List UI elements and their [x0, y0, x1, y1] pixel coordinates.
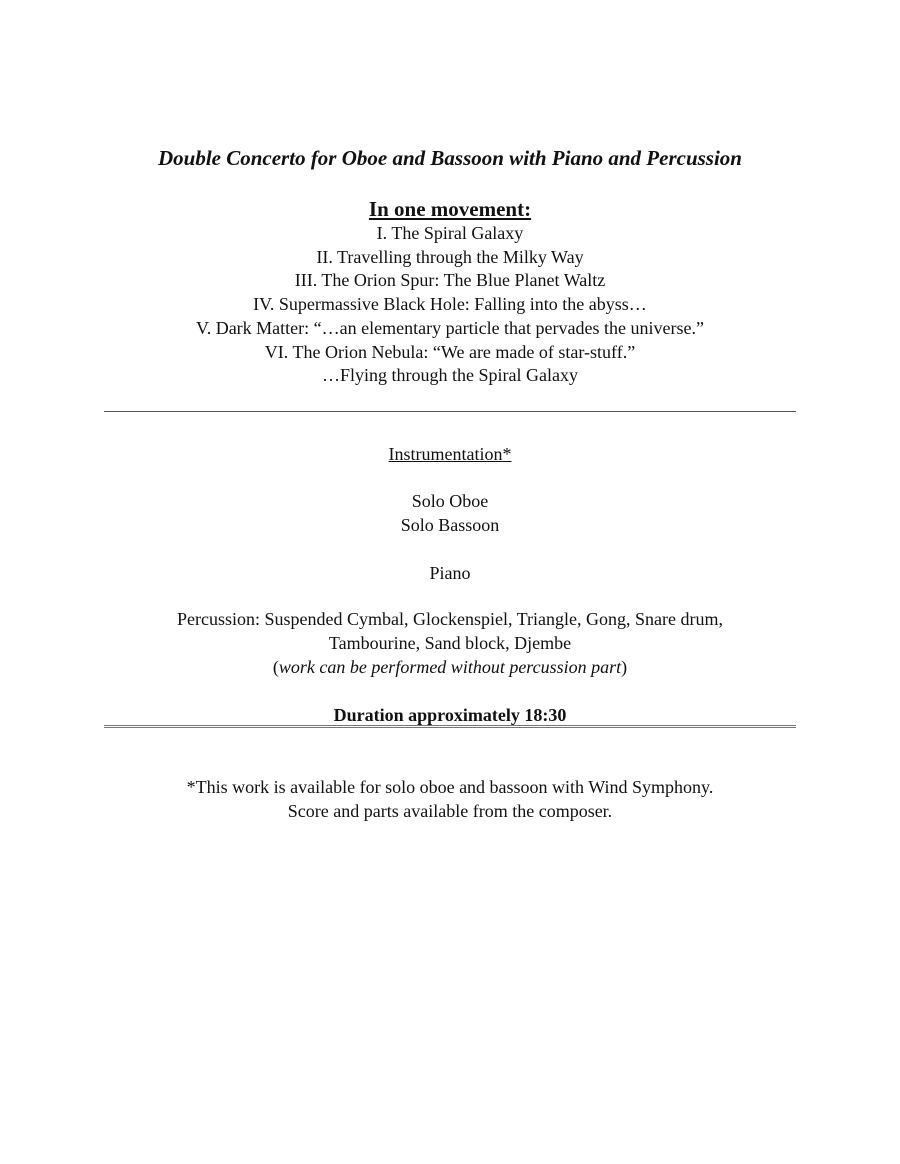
percussion-line-2: Tambourine, Sand block, Djembe	[328, 633, 572, 653]
movement-item: I. The Spiral Galaxy	[376, 223, 524, 243]
divider-top	[104, 411, 796, 412]
instrumentation-heading-block	[0, 442, 900, 466]
movement-item: VI. The Orion Nebula: “We are made of star-stuff.”	[264, 341, 636, 362]
movement-item: V. Dark Matter: “…an elementary particle that pervades the universe.”	[196, 317, 704, 338]
movements-section	[0, 196, 900, 388]
piano-block	[0, 561, 900, 585]
percussion-note-close: )	[621, 657, 628, 677]
duration-block	[0, 703, 900, 727]
movements-heading: In one movement:	[368, 197, 532, 221]
percussion-line-1: Percussion: Suspended Cymbal, Glockenspiel, Triangle, Gong, Snare drum,	[177, 609, 723, 629]
footnote-line-1: *This work is available for solo oboe and bassoon with Wind Symphony.	[186, 777, 714, 797]
movement-item: III. The Orion Spur: The Blue Planet Waltz	[294, 270, 606, 291]
footnote-block	[0, 775, 900, 823]
piano-line: Piano	[429, 563, 471, 583]
duration-text: Duration approximately 18:30	[333, 705, 567, 725]
movement-item: …Flying through the Spiral Galaxy	[322, 365, 578, 386]
divider-bottom	[104, 725, 796, 728]
percussion-block	[0, 607, 900, 679]
soloist-oboe: Solo Oboe	[411, 491, 489, 511]
document-title: Double Concerto for Oboe and Bassoon with Piano and Percussion	[157, 146, 742, 170]
soloists-block	[0, 489, 900, 537]
movement-item: II. Travelling through the Milky Way	[316, 246, 584, 267]
instrumentation-heading: Instrumentation*	[388, 444, 512, 464]
movement-list	[0, 222, 900, 388]
percussion-note-text: work can be performed without percussion part	[278, 657, 622, 677]
soloist-bassoon: Solo Bassoon	[400, 515, 500, 535]
footnote-line-2: Score and parts available from the composer.	[287, 801, 613, 821]
percussion-note-open: (	[272, 657, 279, 677]
movement-item: IV. Supermassive Black Hole: Falling into the abyss…	[253, 294, 647, 315]
percussion-note	[0, 655, 900, 679]
